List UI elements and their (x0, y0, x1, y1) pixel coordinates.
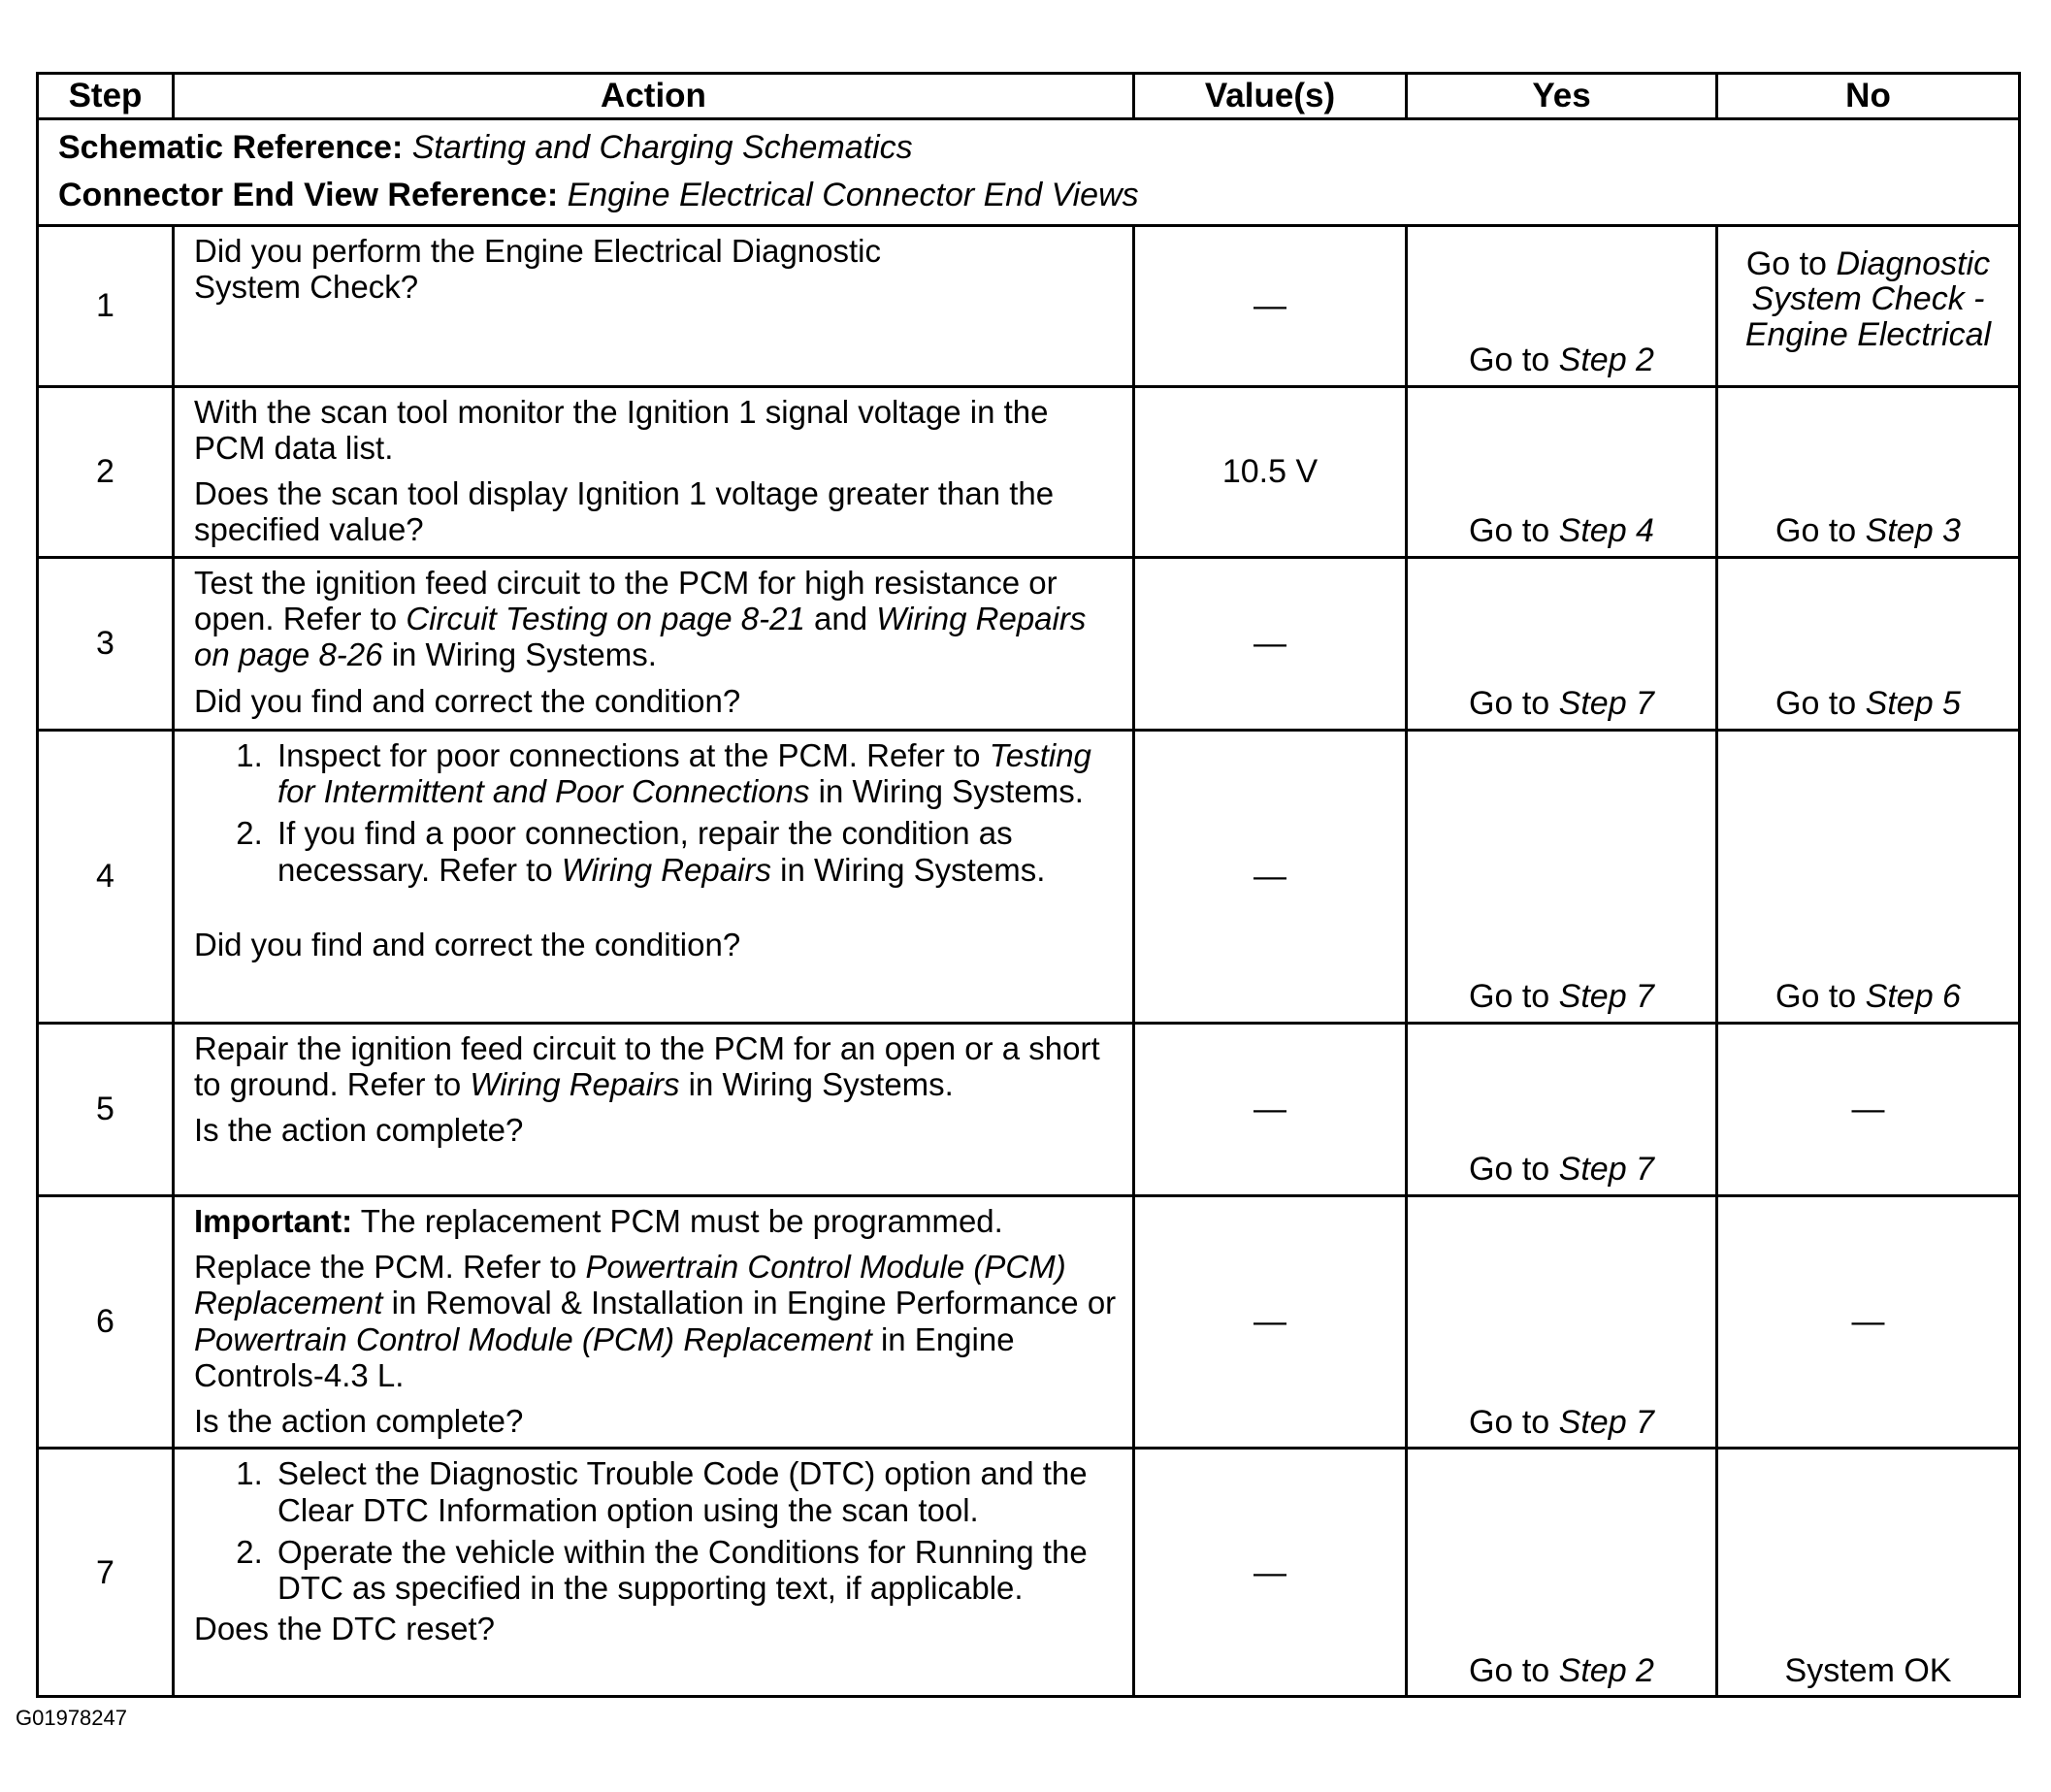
connector-reference (58, 172, 1999, 219)
no-diagnostic-link[interactable]: Diagnostic System Check - Engine Electrical (1744, 244, 1992, 354)
yes-cell (1407, 1449, 1717, 1697)
step-number: 6 (38, 1195, 174, 1449)
schematic-reference (58, 124, 1999, 172)
action-cell (174, 730, 1134, 1023)
action-steps-list (194, 1455, 1121, 1606)
yes-cell (1407, 386, 1717, 557)
diagnostic-table (36, 72, 2021, 1698)
instruction-text: in Removal & Installation in Engine Performance or (391, 1285, 1117, 1321)
important-label: Important: (194, 1202, 353, 1239)
value-cell: — (1134, 1023, 1407, 1195)
action-question: Does the scan tool display Ignition 1 voltage greater than the specified value? (194, 475, 1055, 548)
instruction-text: Test the ignition feed circuit to the PCM for high resistance or open. Refer to (194, 564, 1058, 636)
action-question: Did you find and correct the condition? (194, 926, 741, 962)
instruction-text: in Wiring Systems. (391, 636, 657, 673)
action-cell (174, 225, 1134, 386)
action-cell (174, 1195, 1134, 1449)
no-cell (1717, 730, 2020, 1023)
spacer (194, 888, 1121, 927)
action-cell (174, 1023, 1134, 1195)
list-item (272, 815, 1121, 888)
action-cell (174, 386, 1134, 557)
intermittent-connections-link[interactable]: Testing for Intermittent and Poor Connections (277, 736, 1091, 809)
action-question: Is the action complete? (194, 1112, 524, 1149)
list-item: 1. Select the Diagnostic Trouble Code (DTC) option and the Clear DTC Information option using the scan tool. (272, 1455, 1121, 1528)
step-number: 2 (38, 386, 174, 557)
step-row-4 (38, 730, 2020, 1023)
no-step-link[interactable]: Step 6 (1865, 978, 1961, 1016)
step-row-1 (38, 225, 2020, 386)
instruction-text: If you find a poor connection, repair the condition as necessary. Refer to (277, 815, 1013, 888)
go-to-label: Go to (1469, 1404, 1550, 1441)
step-number: 4 (38, 730, 174, 1023)
no-cell: System OK (1717, 1449, 2020, 1697)
action-question: Did you find and correct the condition? (194, 682, 741, 719)
header-values: Value(s) (1134, 74, 1407, 119)
wiring-repairs-link[interactable]: Wiring Repairs (470, 1066, 680, 1102)
no-cell: — (1717, 1023, 2020, 1195)
header-row (38, 74, 2020, 119)
go-to-label: Go to (1469, 342, 1550, 379)
action-question: Is the action complete? (194, 1403, 524, 1440)
go-to-label: Go to (1745, 244, 1827, 282)
go-to-label: Go to (1775, 512, 1857, 550)
value-cell: — (1134, 225, 1407, 386)
header-yes: Yes (1407, 74, 1717, 119)
figure-id: G01978247 (16, 1706, 127, 1730)
yes-step-link[interactable]: Step 4 (1558, 512, 1654, 550)
value-cell: — (1134, 1449, 1407, 1697)
go-to-label: Go to (1469, 978, 1550, 1016)
list-item: 2. Operate the vehicle within the Conditions for Running the DTC as specified in the supporting text, if applicable. (272, 1534, 1121, 1607)
no-cell (1717, 386, 2020, 557)
go-to-label: Go to (1469, 685, 1550, 723)
action-question: Does the DTC reset? (194, 1610, 495, 1646)
header-no: No (1717, 74, 2020, 119)
schematic-reference-label: Schematic Reference: (58, 129, 404, 166)
step-row-6 (38, 1195, 2020, 1449)
action-instruction (194, 1249, 1121, 1393)
yes-step-link[interactable]: Step 7 (1558, 1151, 1654, 1189)
circuit-testing-link[interactable]: Circuit Testing on page 8-21 (406, 601, 805, 636)
instruction-text: Replace the PCM. Refer to (194, 1249, 577, 1285)
action-instruction (194, 1030, 1121, 1103)
value-cell: — (1134, 557, 1407, 730)
go-to-label: Go to (1469, 1652, 1550, 1689)
yes-step-link[interactable]: Step 7 (1558, 685, 1654, 723)
header-action: Action (174, 74, 1134, 119)
action-cell (174, 1449, 1134, 1697)
yes-cell (1407, 730, 1717, 1023)
step-number: 1 (38, 225, 174, 386)
go-to-label: Go to (1469, 1151, 1550, 1189)
no-cell (1717, 557, 2020, 730)
instruction-text: in Wiring Systems. (780, 851, 1046, 888)
go-to-label: Go to (1775, 685, 1857, 723)
no-cell: — (1717, 1195, 2020, 1449)
step-row-5 (38, 1023, 2020, 1195)
yes-cell (1407, 225, 1717, 386)
instruction-text: Inspect for poor connections at the PCM. Refer to (277, 736, 981, 773)
wiring-repairs-link[interactable]: Wiring Repairs on page 8-26 (194, 601, 1087, 673)
no-step-link[interactable]: Step 3 (1865, 512, 1961, 550)
yes-cell (1407, 1195, 1717, 1449)
go-to-label: Go to (1775, 978, 1857, 1016)
value-cell: — (1134, 730, 1407, 1023)
important-text: The replacement PCM must be programmed. (360, 1202, 1003, 1239)
instruction-text: in Wiring Systems. (818, 773, 1084, 809)
reference-cell (38, 119, 2020, 226)
connector-reference-label: Connector End View Reference: (58, 177, 559, 214)
step-row-2 (38, 386, 2020, 557)
wiring-repairs-link[interactable]: Wiring Repairs (561, 851, 771, 888)
action-instruction: With the scan tool monitor the Ignition 1 signal voltage in the PCM data list. (194, 393, 1049, 466)
reference-row (38, 119, 2020, 226)
no-step-link[interactable]: Step 5 (1865, 685, 1961, 723)
value-cell: 10.5 V (1134, 386, 1407, 557)
connector-reference-link[interactable]: Engine Electrical Connector End Views (567, 177, 1139, 214)
action-cell (174, 557, 1134, 730)
list-item (272, 737, 1121, 810)
instruction-text: in Wiring Systems. (688, 1066, 954, 1102)
yes-step-link[interactable]: Step 7 (1558, 978, 1654, 1016)
step-row-3 (38, 557, 2020, 730)
header-step: Step (38, 74, 174, 119)
yes-cell (1407, 557, 1717, 730)
yes-step-link[interactable]: Step 2 (1558, 342, 1654, 379)
action-instruction (194, 565, 1121, 673)
action-question: Did you perform the Engine Electrical Diagnostic System Check? (194, 232, 882, 305)
schematic-reference-link[interactable]: Starting and Charging Schematics (411, 129, 913, 166)
yes-step-link[interactable]: Step 7 (1558, 1404, 1654, 1441)
pcm-replacement-link[interactable]: Powertrain Control Module (PCM) Replacement (194, 1320, 872, 1357)
pcm-replacement-link[interactable]: Powertrain Control Module (PCM) Replacement (194, 1249, 1066, 1321)
step-number: 5 (38, 1023, 174, 1195)
important-note (194, 1203, 1121, 1239)
step-number: 7 (38, 1449, 174, 1697)
yes-cell (1407, 1023, 1717, 1195)
step-row-7 (38, 1449, 2020, 1697)
yes-step-link[interactable]: Step 2 (1558, 1652, 1654, 1689)
instruction-text: in Engine Controls-4.3 L. (194, 1320, 1015, 1393)
action-steps-list (194, 737, 1121, 888)
step-number: 3 (38, 557, 174, 730)
value-cell: — (1134, 1195, 1407, 1449)
instruction-text: and (814, 601, 868, 636)
no-cell (1717, 225, 2020, 386)
go-to-label: Go to (1469, 512, 1550, 550)
instruction-text: Repair the ignition feed circuit to the PCM for an open or a short to ground. Refer to (194, 1029, 1100, 1102)
